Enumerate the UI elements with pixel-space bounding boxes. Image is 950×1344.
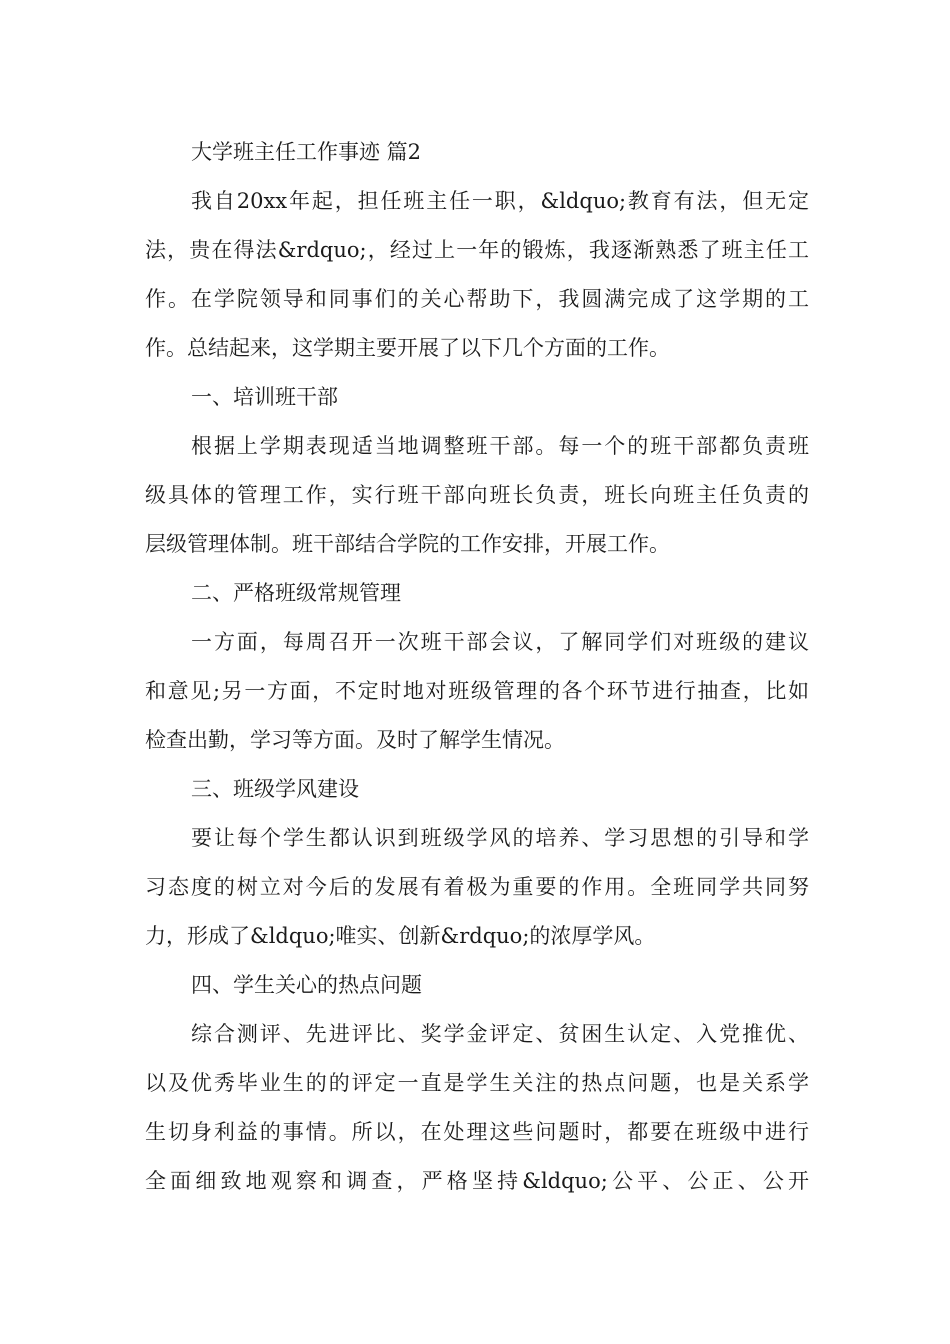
paragraph-line: 一方面，每周召开一次班干部会议，了解同学们对班级的建议 [191,630,809,654]
paragraph-line: 法，贵在得法&rdquo;，经过上一年的锻炼，我逐渐熟悉了班主任工 [145,238,809,262]
section-heading: 三、班级学风建设 [191,777,359,801]
paragraph-line: 作。总结起来，这学期主要开展了以下几个方面的工作。 [145,336,670,360]
paragraph-line: 级具体的管理工作，实行班干部向班长负责，班长向班主任负责的 [145,483,809,507]
section-paragraph [145,618,809,765]
paragraph-line: 习态度的树立对今后的发展有着极为重要的作用。全班同学共同努 [145,875,809,899]
section-paragraph [145,422,809,569]
paragraph-line: 我自20xx年起，担任班主任一职，&ldquo;教育有法，但无定 [191,189,809,213]
paragraph-line: 和意见;另一方面，不定时地对班级管理的各个环节进行抽查，比如 [145,679,809,703]
paragraph-line: 根据上学期表现适当地调整班干部。每一个的班干部都负责班 [191,434,809,458]
paragraph-line: 力，形成了&ldquo;唯实、创新&rdquo;的浓厚学风。 [145,924,656,948]
section-heading: 二、严格班级常规管理 [191,581,401,605]
document-page [145,128,809,1206]
paragraph-line: 以及优秀毕业生的的评定一直是学生关注的热点问题，也是关系学 [145,1071,809,1095]
paragraph-line: 检查出勤，学习等方面。及时了解学生情况。 [145,728,565,752]
document-title: 大学班主任工作事迹 篇2 [191,140,422,164]
intro-paragraph [145,177,809,373]
section-heading: 一、培训班干部 [191,385,338,409]
paragraph-line: 全面细致地观察和调查，严格坚持&ldquo;公平、公正、公开 [145,1169,809,1193]
section-paragraph [145,814,809,961]
paragraph-line: 综合测评、先进评比、奖学金评定、贫困生认定、入党推优、 [191,1022,809,1046]
paragraph-line: 要让每个学生都认识到班级学风的培养、学习思想的引导和学 [191,826,809,850]
section-paragraph [145,1010,809,1206]
section-heading: 四、学生关心的热点问题 [191,973,422,997]
paragraph-line: 层级管理体制。班干部结合学院的工作安排，开展工作。 [145,532,670,556]
paragraph-line: 作。在学院领导和同事们的关心帮助下，我圆满完成了这学期的工 [145,287,809,311]
paragraph-line: 生切身利益的事情。所以，在处理这些问题时，都要在班级中进行 [145,1120,809,1144]
